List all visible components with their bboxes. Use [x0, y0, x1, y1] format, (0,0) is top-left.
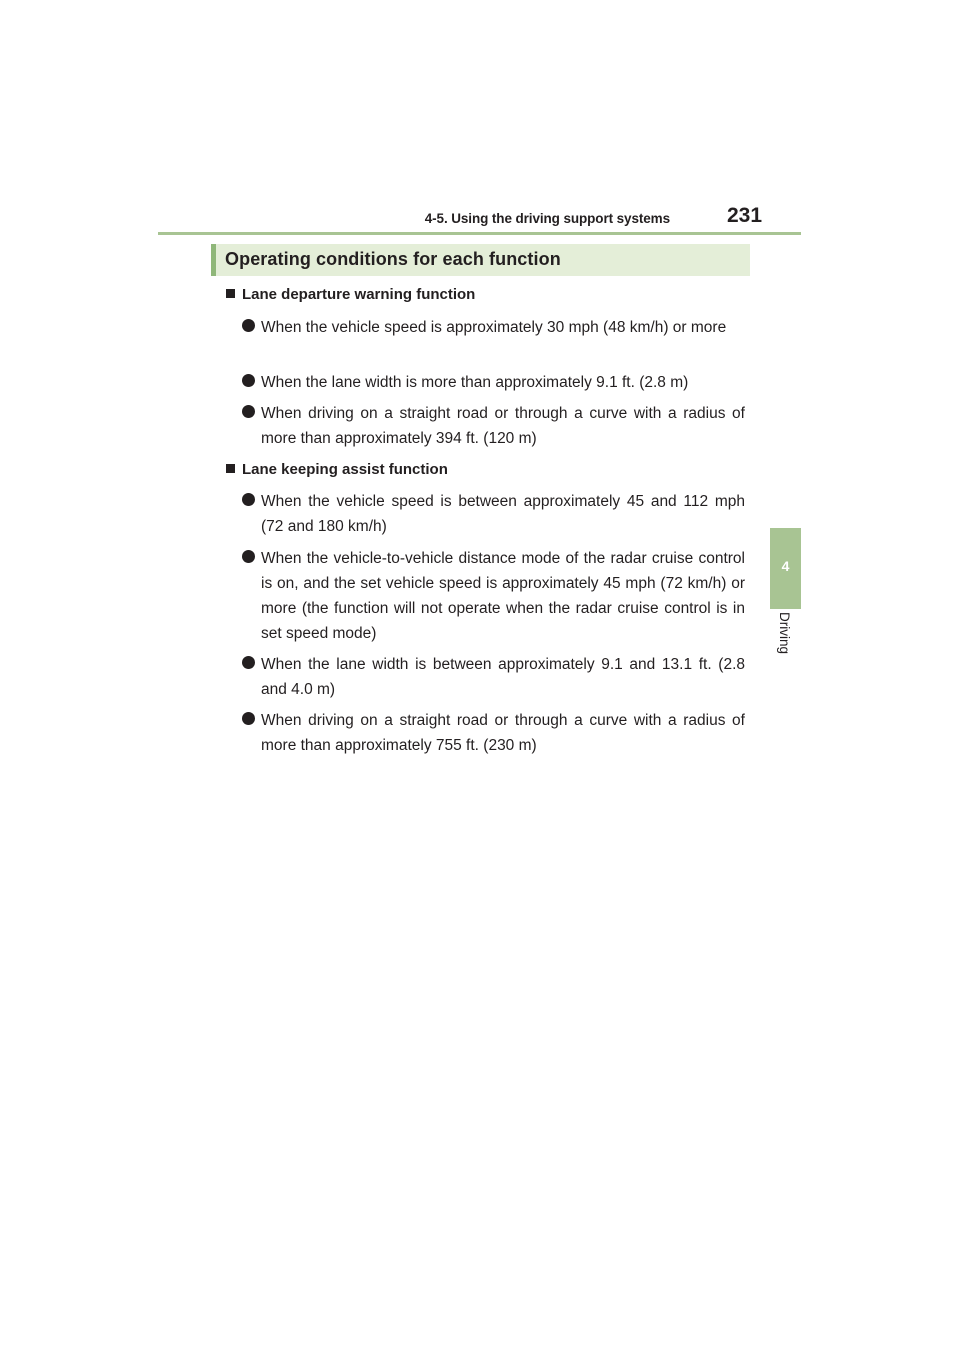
list-item-text: When the vehicle-to-vehicle distance mode of the radar cruise control is on, and the set vehicle speed is approximately 45 mph (72 km/h) or more (the function will not operate when the radar cruise control is in set speed mode) [261, 550, 745, 642]
sub-heading-lane-keeping [226, 461, 448, 478]
list-item [242, 489, 745, 539]
list-item-text: When the vehicle speed is approximately 30 mph (48 km/h) or more [261, 319, 727, 336]
list-item [242, 652, 745, 702]
section-name: 4-5. Using the driving support systems [424, 211, 670, 226]
list-item-text: When driving on a straight road or through a curve with a radius of more than approximately 394 ft. (120 m) [261, 405, 745, 447]
list-item [242, 370, 745, 395]
square-bullet-icon [226, 464, 235, 473]
list-item-text: When driving on a straight road or through a curve with a radius of more than approximately 755 ft. (230 m) [261, 712, 745, 754]
chapter-label: Driving [777, 612, 792, 655]
bullet-icon [242, 712, 255, 725]
list-item [242, 401, 745, 451]
list-item-text: When the lane width is between approximately 9.1 and 13.1 ft. (2.8 and 4.0 m) [261, 656, 745, 698]
list-item-text: When the vehicle speed is between approximately 45 and 112 mph (72 and 180 km/h) [261, 493, 745, 535]
square-bullet-icon [226, 289, 235, 298]
sub-heading-text: Lane departure warning function [242, 286, 476, 303]
section-heading [211, 244, 750, 276]
sub-heading-text: Lane keeping assist function [242, 461, 448, 478]
chapter-tab [770, 528, 801, 609]
section-heading-text: Operating conditions for each function [225, 249, 561, 269]
chapter-number: 4 [781, 558, 790, 574]
chapter-label-container [770, 612, 801, 682]
list-item [242, 708, 745, 758]
bullet-icon [242, 319, 255, 332]
bullet-icon [242, 550, 255, 563]
bullet-icon [242, 374, 255, 387]
sub-heading-lane-departure [226, 286, 475, 303]
list-item [242, 546, 745, 646]
list-item [242, 315, 745, 340]
bullet-icon [242, 656, 255, 669]
bullet-icon [242, 493, 255, 506]
running-header [0, 204, 960, 234]
bullet-icon [242, 405, 255, 418]
list-item-text: When the lane width is more than approximately 9.1 ft. (2.8 m) [261, 374, 689, 391]
header-rule [158, 232, 801, 235]
page-number: 231 [727, 204, 763, 227]
